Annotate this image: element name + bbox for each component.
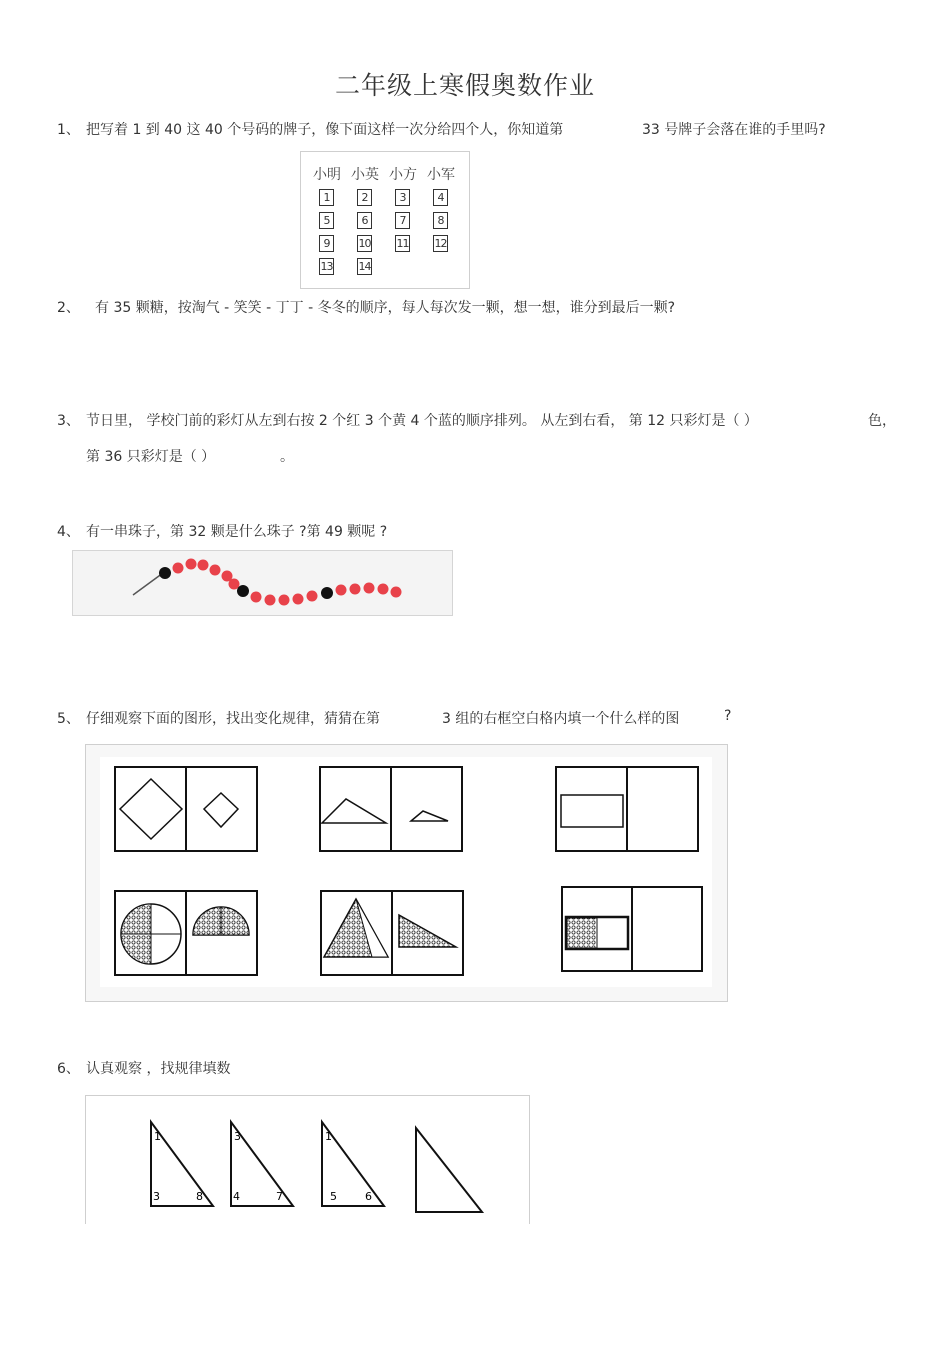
triangle-1-top: 1 [154,1130,161,1143]
number-card-8: 8 [433,212,448,229]
number-card-1: 1 [319,189,334,206]
q5-text-end: ? [724,708,732,724]
red-bead [336,585,347,596]
name-xiaofang: 小方 [389,167,417,183]
number-card-10: 10 [358,237,371,250]
red-bead [251,592,262,603]
q1-text: 把写着 1 到 40 这 40 个号码的牌子，像下面这样一次分给四个人，你知道第 [86,122,564,138]
triangle-3-left: 5 [330,1190,337,1203]
red-bead [173,563,184,574]
black-bead [237,585,249,597]
red-bead [350,584,361,595]
q3-line2: 第 36 只彩灯是（ ） [86,449,216,465]
q5-text: 仔细观察下面的图形，找出变化规律，猜猜在第 [86,711,380,727]
number-card-13: 13 [320,260,333,273]
red-bead [378,584,389,595]
q3-line1: 节日里， 学校门前的彩灯从左到右按 2 个红 3 个黄 4 个蓝的顺序排列。 从左到右看， 第 12 只彩灯是（ ） [86,413,758,429]
string-end [133,573,163,595]
black-bead [321,587,333,599]
red-bead [279,595,290,606]
triangle-1-left: 3 [153,1190,160,1203]
red-bead [391,587,402,598]
triangle-3-top: 1 [325,1130,332,1143]
red-bead [210,565,221,576]
q4-text: 有一串珠子，第 32 颗是什么珠子 ?第 49 颗呢 ? [86,524,388,540]
group1-top [115,767,257,851]
q1-text-end: 33 号牌子会落在谁的手里吗? [642,122,826,138]
number-card-9: 9 [319,235,334,252]
bead-string-image [72,550,453,616]
triangle-numbers-image [85,1095,530,1224]
number-card-4: 4 [433,189,448,206]
q1-number: 1、 [57,122,80,138]
group3-bottom [562,887,702,971]
q3-line2-end: 。 [280,449,294,465]
q5-number: 5、 [57,711,80,727]
q4-number: 4、 [57,524,80,540]
group2-top [320,767,462,851]
q6-text: 认真观察 ，找规律填数 [86,1061,231,1077]
triangle-2 [231,1122,293,1206]
number-card-11: 11 [396,237,409,250]
card-distribution-image [300,151,470,289]
q2-text: 有 35 颗糖，按淘气 - 笑笑 - 丁丁 - 冬冬的顺序，每人每次发一颗，想一想，谁分到最后一颗? [95,300,675,316]
triangle-numbers-svg [86,1096,529,1224]
group2-bottom [321,891,463,975]
number-card-5: 5 [319,212,334,229]
triangle-3-right: 6 [365,1190,372,1203]
q3-line1-end: 色， [868,413,896,429]
page-title: 二年级上寒假奥数作业 [334,71,595,100]
red-bead [293,594,304,605]
q3-number: 3、 [57,413,80,429]
number-card-3: 3 [395,189,410,206]
beads [159,559,402,606]
number-card-2: 2 [357,189,372,206]
number-card-12: 12 [434,237,447,250]
q6-number: 6、 [57,1061,80,1077]
group3-top [556,767,698,851]
red-bead [265,595,276,606]
bead-string-svg [73,551,452,615]
triangle-3 [322,1122,384,1206]
black-bead [159,567,171,579]
name-xiaoming: 小明 [313,167,341,183]
number-card-6: 6 [357,212,372,229]
number-card-14: 14 [358,260,371,273]
number-card-7: 7 [395,212,410,229]
triangle-2-right: 7 [276,1190,283,1203]
triangle-1 [151,1122,213,1206]
name-xiaojun: 小军 [427,167,455,183]
red-bead [186,559,197,570]
red-bead [364,583,375,594]
red-bead [198,560,209,571]
triangle-4 [416,1128,482,1212]
triangle-1-right: 8 [196,1190,203,1203]
q5-text-mid: 3 组的右框空白格内填一个什么样的图 [442,711,680,727]
red-bead [229,579,240,590]
group1-bottom [115,891,257,975]
shape-pattern-svg [86,745,727,1001]
triangle-2-top: 3 [234,1130,241,1143]
triangle-2-left: 4 [233,1190,240,1203]
shape-pattern-image [85,744,728,1002]
q2-number: 2、 [57,300,80,316]
red-bead [307,591,318,602]
name-xiaoying: 小英 [351,167,379,183]
